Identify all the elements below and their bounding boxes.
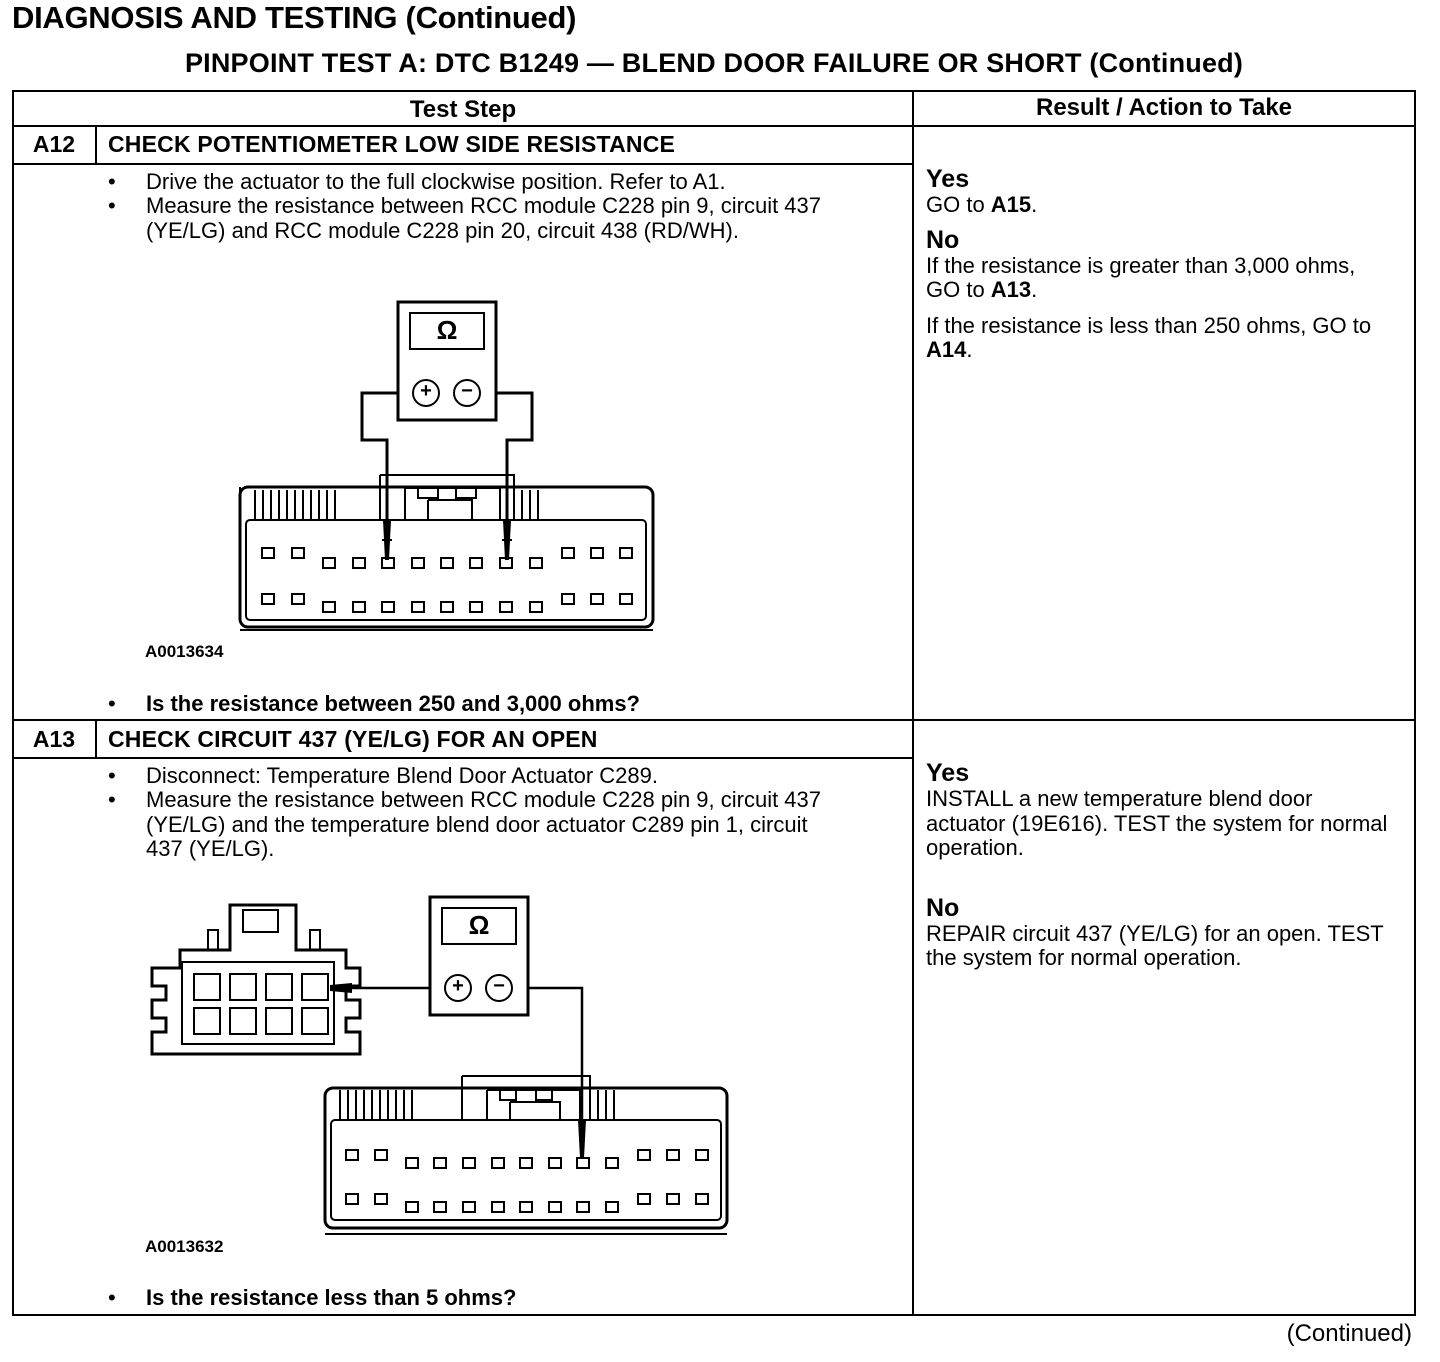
ohm-symbol: Ω	[436, 315, 458, 345]
result-a13	[926, 760, 1396, 971]
no-action-1: If the resistance is greater than 3,000 ohms, GO to A13.	[926, 252, 1356, 302]
step-id: A12	[32, 131, 76, 157]
figure-code: A0013632	[145, 1237, 224, 1256]
bullet-item: • Measure the resistance between RCC module C228 pin 9, circuit 437 (YE/LG) and RCC module C228 pin 20, circuit 438 (RD/WH).	[108, 193, 822, 243]
plus-terminal-label: +	[420, 380, 432, 402]
continued-footer: (Continued)	[1286, 1320, 1412, 1347]
minus-terminal-label: −	[493, 975, 505, 997]
yes-label: Yes	[926, 759, 970, 787]
bullet-question: • Is the resistance between 250 and 3,000 ohms?	[108, 691, 640, 716]
no-label: No	[926, 893, 960, 922]
yes-action: INSTALL a new temperature blend door actuator (19E616). TEST the system for normal operation.	[926, 786, 1388, 860]
step-id: A13	[32, 726, 76, 752]
step-title: CHECK POTENTIOMETER LOW SIDE RESISTANCE	[108, 131, 676, 157]
yes-label: Yes	[926, 165, 970, 193]
plus-terminal-label: +	[452, 975, 464, 997]
minus-terminal-label: −	[461, 380, 473, 402]
column-header-test-step: Test Step	[409, 96, 517, 123]
bullet-item: • Disconnect: Temperature Blend Door Actuator C289.	[108, 763, 658, 788]
bullet-question: • Is the resistance less than 5 ohms?	[108, 1285, 517, 1310]
no-action-2: If the resistance is less than 250 ohms, GO to A14.	[926, 312, 1372, 362]
bullet-item: • Drive the actuator to the full clockwise position. Refer to A1.	[108, 169, 726, 194]
yes-action: GO to A15.	[926, 192, 1038, 217]
step-title: CHECK CIRCUIT 437 (YE/LG) FOR AN OPEN	[108, 726, 598, 752]
page-title: DIAGNOSIS AND TESTING (Continued)	[12, 0, 577, 35]
bullet-item: • Measure the resistance between RCC module C228 pin 9, circuit 437 (YE/LG) and the temperature blend door actuator C289 pin 1, circuit 437 (YE/LG).	[108, 787, 822, 861]
pinpoint-test-title: PINPOINT TEST A: DTC B1249 — BLEND DOOR FAILURE OR SHORT (Continued)	[184, 48, 1244, 78]
no-action: REPAIR circuit 437 (YE/LG) for an open. TEST the system for normal operation.	[926, 920, 1384, 970]
ohm-symbol: Ω	[468, 910, 490, 940]
figure-code: A0013634	[145, 642, 224, 661]
no-label: No	[926, 225, 960, 254]
column-header-result: Result / Action to Take	[1035, 94, 1293, 121]
